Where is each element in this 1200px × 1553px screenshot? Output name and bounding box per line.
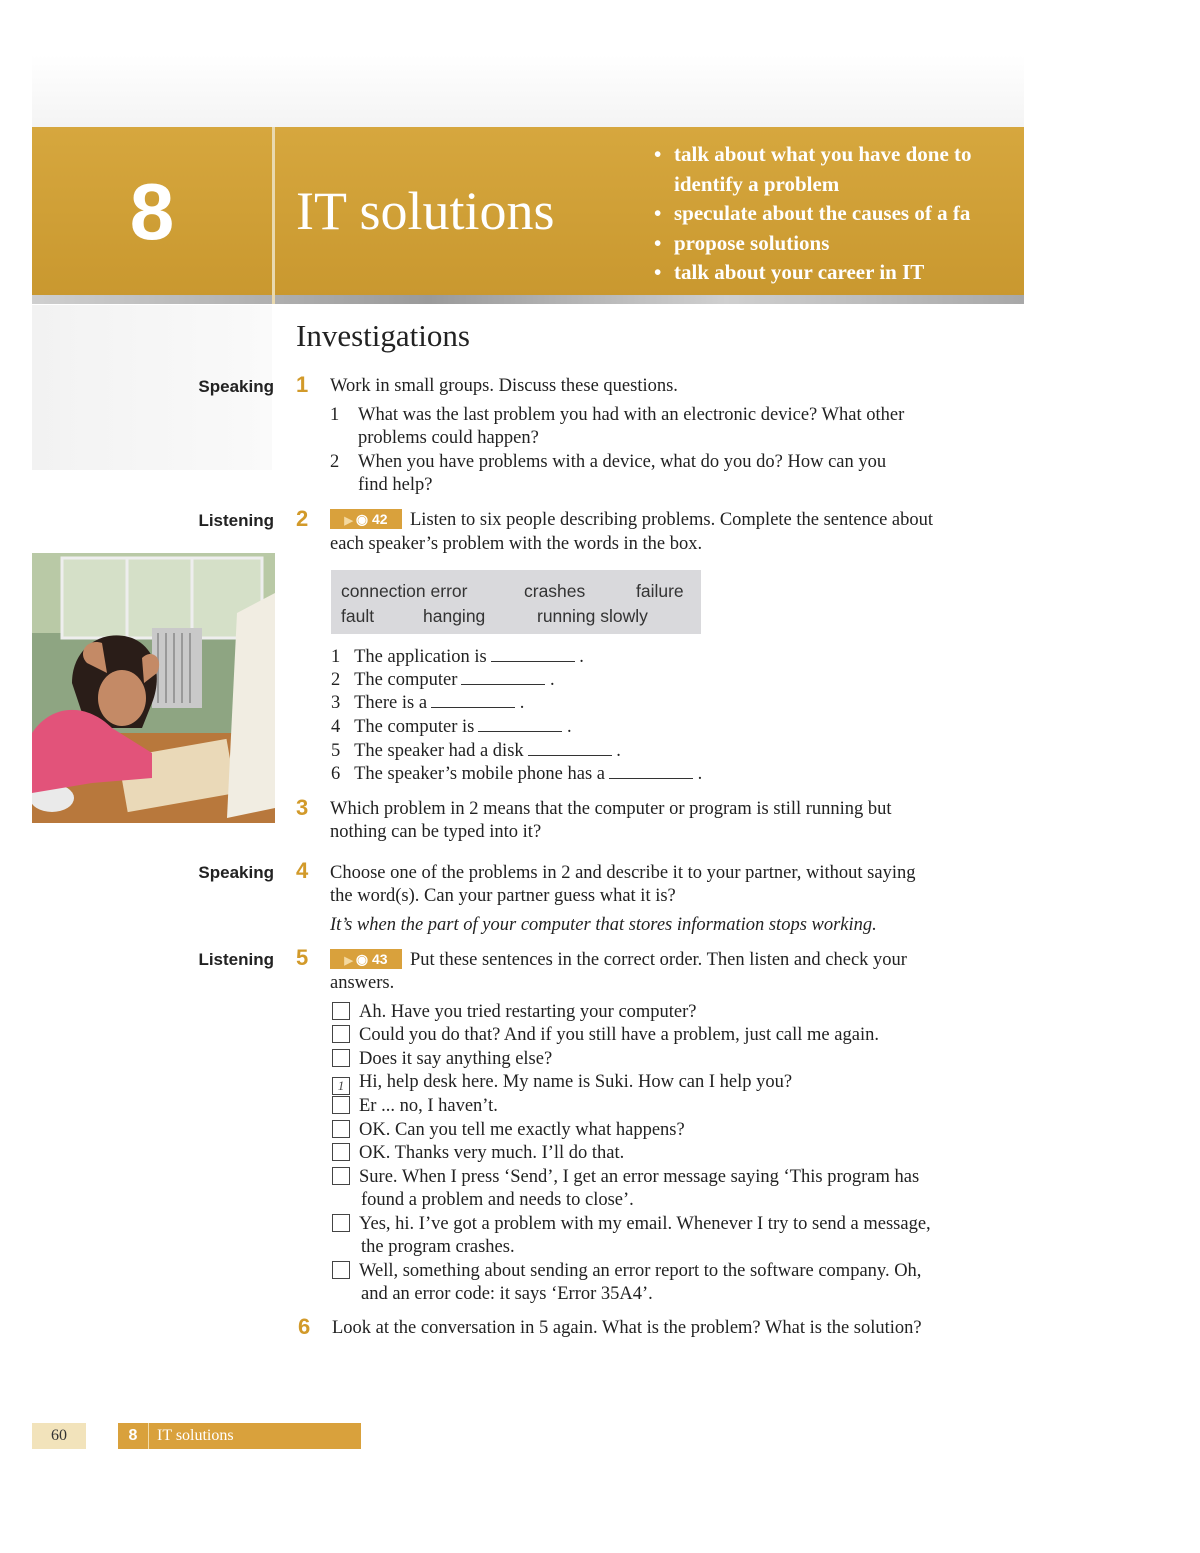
dialogue-line: Well, something about sending an error report to the software company. Oh, xyxy=(359,1261,922,1281)
sentence-text: The computer xyxy=(354,670,458,690)
exercise-number: 1 xyxy=(296,372,309,397)
word: hanging xyxy=(423,606,486,626)
sentence-text: The speaker had a disk xyxy=(354,741,524,761)
sentence-item xyxy=(331,669,555,693)
word: connection error xyxy=(341,581,468,601)
sentence-end: . xyxy=(616,741,621,761)
order-checkbox[interactable]: 1 xyxy=(332,1077,350,1095)
sentence-text: The speaker’s mobile phone has a xyxy=(354,764,605,784)
footer-unit-number: 8 xyxy=(118,1423,149,1449)
exercise-instruction xyxy=(330,949,907,973)
unit-title: IT solutions xyxy=(296,181,555,241)
footer-unit-title: IT solutions xyxy=(157,1427,234,1444)
word: running slowly xyxy=(537,606,648,626)
page-number: 60 xyxy=(32,1423,86,1449)
audio-track-number: 43 xyxy=(372,951,388,967)
unit-number: 8 xyxy=(129,167,175,256)
dialogue-line: Hi, help desk here. My name is Suki. How can I help you? xyxy=(359,1072,793,1092)
instruction-line: nothing can be typed into it? xyxy=(330,822,542,842)
dialogue-line: Could you do that? And if you still have a problem, just call me again. xyxy=(359,1025,879,1045)
word-box xyxy=(331,570,701,634)
instruction-line: Which problem in 2 means that the computer or program is still running but xyxy=(330,799,892,819)
dialogue-line: Er ... no, I haven’t. xyxy=(359,1096,498,1116)
dialogue-line: Sure. When I press ‘Send’, I get an error message saying ‘This program has xyxy=(359,1167,920,1187)
footer-unit-bar xyxy=(118,1423,361,1449)
question-line: When you have problems with a device, what do you do? How can you xyxy=(358,452,887,472)
objective-item: • propose solutions xyxy=(652,229,1024,259)
dialogue-item xyxy=(332,1048,552,1072)
exercise-number: 5 xyxy=(296,945,309,970)
example-sentence: It’s when the part of your computer that stores information stops working. xyxy=(330,915,877,935)
word: crashes xyxy=(524,581,586,601)
instruction-line: Put these sentences in the correct order. Then listen and check your xyxy=(410,950,907,970)
objective-item: • talk about what you have done to xyxy=(652,140,1024,170)
cd-icon: ◉ xyxy=(355,511,369,527)
photo-illustration xyxy=(32,553,275,823)
objective-item: • talk about your career in IT xyxy=(652,258,1024,288)
exercise-instruction: Work in small groups. Discuss these questions. xyxy=(330,376,678,396)
order-checkbox[interactable] xyxy=(332,1143,350,1161)
answer-blank[interactable] xyxy=(528,741,612,756)
item-number: 3 xyxy=(331,693,341,713)
answer-blank[interactable] xyxy=(461,670,545,685)
item-number: 2 xyxy=(331,670,341,690)
dialogue-item xyxy=(332,1213,931,1237)
dialogue-line: Yes, hi. I’ve got a problem with my email. Whenever I try to send a message, xyxy=(359,1214,931,1234)
word: fault xyxy=(341,606,375,626)
objective-item: • speculate about the causes of a fa xyxy=(652,199,1024,229)
dialogue-item xyxy=(332,1166,919,1190)
dialogue-line: Does it say anything else? xyxy=(359,1049,553,1069)
item-number: 1 xyxy=(331,647,341,667)
play-icon: ▶ xyxy=(344,955,353,967)
objective-item: identify a problem xyxy=(674,171,840,196)
item-number: 2 xyxy=(330,452,340,472)
audio-track-button[interactable] xyxy=(330,509,402,529)
dialogue-line: found a problem and needs to close’. xyxy=(361,1190,634,1210)
order-checkbox[interactable] xyxy=(332,1002,350,1020)
item-number: 4 xyxy=(331,717,341,737)
dialogue-item xyxy=(332,1071,792,1095)
audio-track-number: 42 xyxy=(372,511,388,527)
skill-label-speaking: Speaking xyxy=(198,863,274,882)
dialogue-line: the program crashes. xyxy=(361,1237,515,1257)
sentence-end: . xyxy=(579,647,584,667)
question-line: find help? xyxy=(358,475,433,495)
skill-label-listening: Listening xyxy=(198,511,274,530)
sentence-text: There is a xyxy=(354,693,428,713)
sentence-text: The computer is xyxy=(354,717,475,737)
dialogue-item xyxy=(332,1095,498,1119)
skill-label-speaking: Speaking xyxy=(198,377,274,396)
cd-icon: ◉ xyxy=(355,951,369,967)
dialogue-item xyxy=(332,1119,685,1143)
dialogue-item xyxy=(332,1001,697,1025)
dialogue-line: and an error code: it says ‘Error 35A4’. xyxy=(361,1284,653,1304)
order-checkbox[interactable] xyxy=(332,1049,350,1067)
exercise-instruction xyxy=(330,509,933,533)
order-checkbox[interactable] xyxy=(332,1214,350,1232)
play-icon: ▶ xyxy=(344,515,353,527)
answer-blank[interactable] xyxy=(478,717,562,732)
order-checkbox[interactable] xyxy=(332,1167,350,1185)
sentence-end: . xyxy=(697,764,703,784)
answer-blank[interactable] xyxy=(609,764,693,779)
sentence-end: . xyxy=(519,693,525,713)
question-line: problems could happen? xyxy=(358,428,539,448)
item-number: 1 xyxy=(330,405,340,425)
item-number: 5 xyxy=(331,741,341,761)
dialogue-line: OK. Thanks very much. I’ll do that. xyxy=(359,1143,625,1163)
dialogue-item xyxy=(332,1260,921,1284)
sentence-item xyxy=(331,716,572,740)
exercise-number: 6 xyxy=(298,1314,311,1339)
question-line: What was the last problem you had with an electronic device? What other xyxy=(358,405,905,425)
audio-track-button[interactable] xyxy=(330,949,402,969)
word: failure xyxy=(636,581,684,601)
exercise-instruction: Look at the conversation in 5 again. What is the problem? What is the solution? xyxy=(332,1318,922,1338)
answer-blank[interactable] xyxy=(491,647,575,662)
dialogue-item xyxy=(332,1024,879,1048)
sentence-item xyxy=(331,763,702,787)
sentence-item xyxy=(331,692,524,716)
top-fade xyxy=(32,55,1024,127)
skill-label-listening: Listening xyxy=(198,950,274,969)
order-checkbox[interactable] xyxy=(332,1120,350,1138)
order-checkbox[interactable] xyxy=(332,1261,350,1279)
instruction-line: the word(s). Can your partner guess what it is? xyxy=(330,886,676,906)
sentence-end: . xyxy=(566,717,572,737)
exercise-number: 2 xyxy=(296,506,309,531)
instruction-line: Choose one of the problems in 2 and describe it to your partner, without saying xyxy=(330,863,916,883)
instruction-line: each speaker’s problem with the words in the box. xyxy=(330,534,703,554)
dialogue-line: OK. Can you tell me exactly what happens? xyxy=(359,1120,685,1140)
order-checkbox[interactable] xyxy=(332,1096,350,1114)
section-title: Investigations xyxy=(296,318,470,353)
photo-frustrated-woman xyxy=(32,553,275,823)
unit-objectives xyxy=(652,140,1024,288)
instruction-line: Listen to six people describing problems. Complete the sentence about xyxy=(410,510,934,530)
exercise-number: 4 xyxy=(296,858,309,883)
item-number: 6 xyxy=(331,764,341,784)
answer-blank[interactable] xyxy=(431,693,515,708)
exercise-number: 3 xyxy=(296,795,309,820)
sentence-end: . xyxy=(550,670,555,690)
instruction-line: answers. xyxy=(330,973,395,993)
dialogue-line: Ah. Have you tried restarting your computer? xyxy=(359,1002,697,1022)
sentence-item xyxy=(331,740,621,764)
order-checkbox[interactable] xyxy=(332,1025,350,1043)
banner-divider xyxy=(272,127,275,304)
sentence-text: The application is xyxy=(354,647,487,667)
sentence-item xyxy=(331,646,584,670)
dialogue-item xyxy=(332,1142,624,1166)
